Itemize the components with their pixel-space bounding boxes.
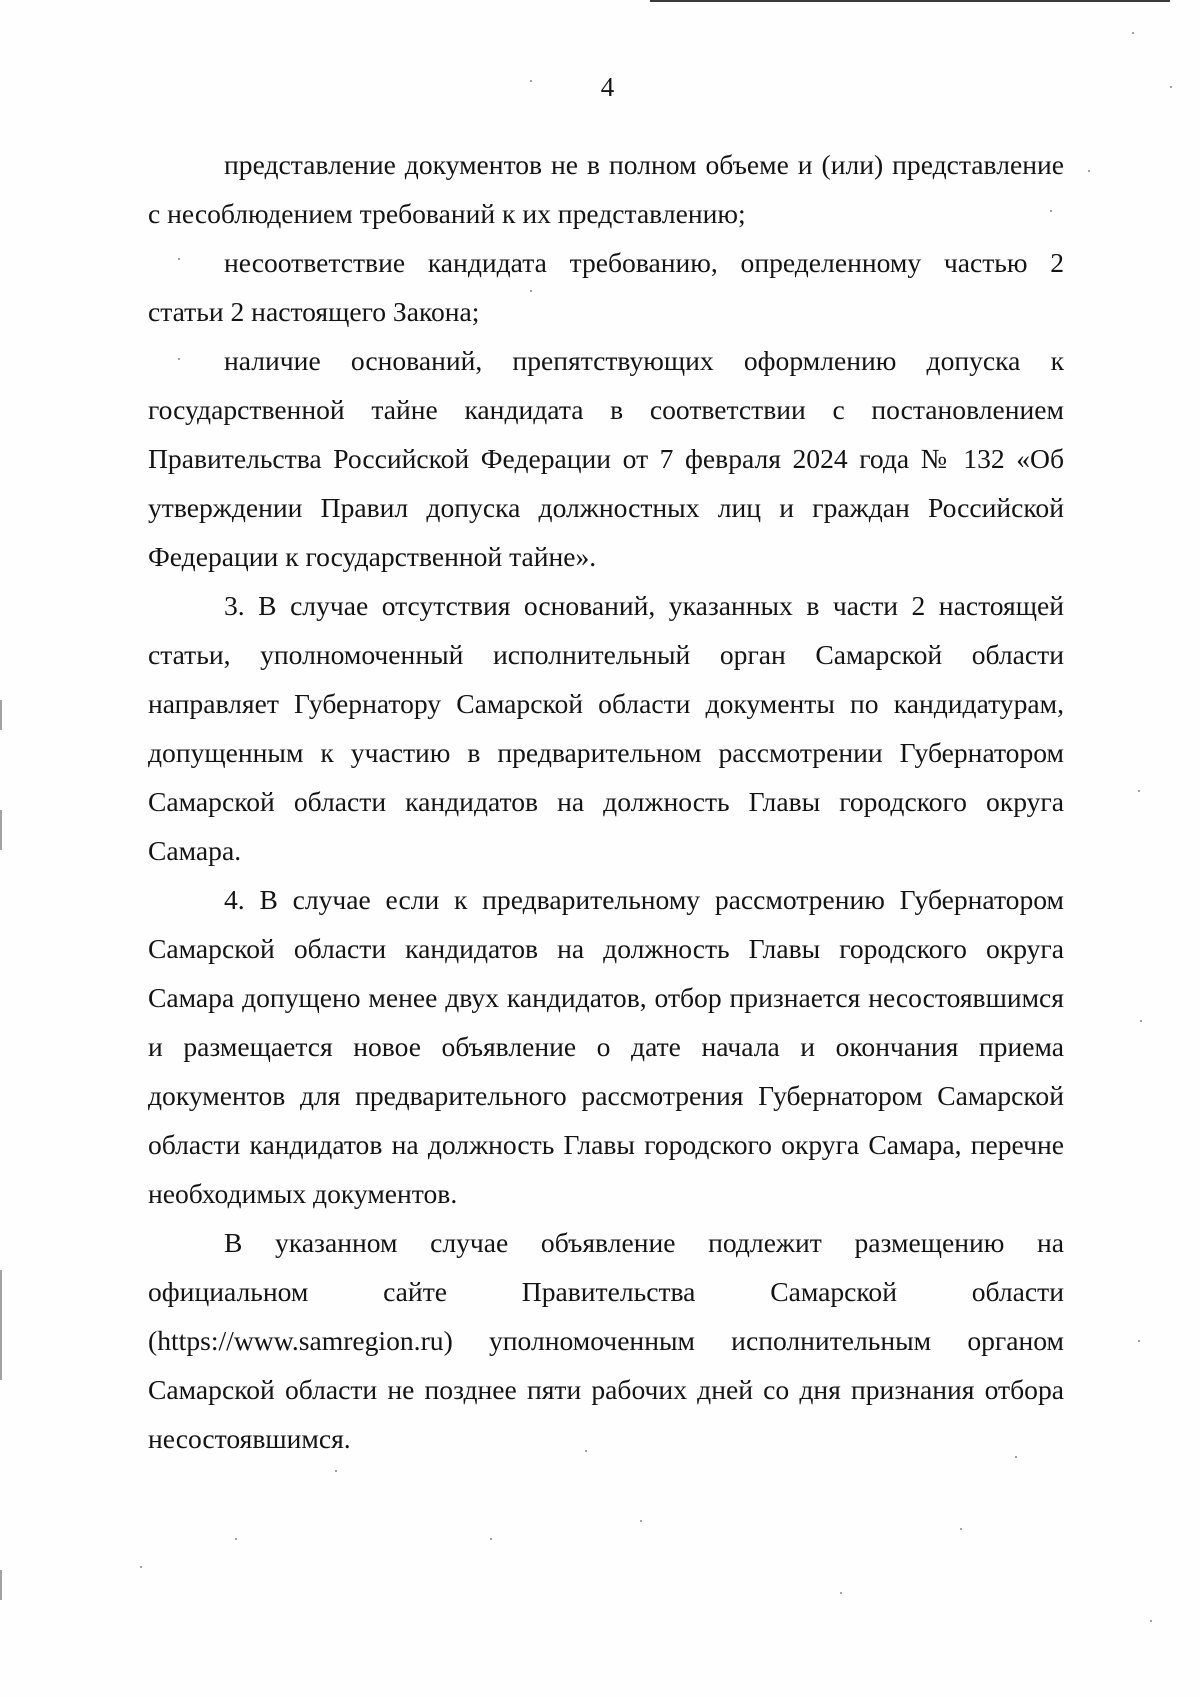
top-rule	[650, 0, 1170, 2]
document-body	[148, 140, 1064, 1463]
scan-speck	[1050, 210, 1052, 212]
scan-edge-mark	[0, 700, 2, 730]
paragraph-state-secret-grounds: наличие оснований, препятствующих оформлению допуска к государственной тайне кандидата в соответствии с постановлением Правительства Российской Федерации от 7 февраля 2024 года № 132 «Об утверждении Правил допуска должностных лиц и граждан Российской Федерации к государственной тайне».	[148, 345, 1064, 572]
scan-speck	[140, 1566, 142, 1568]
scan-speck	[1015, 1456, 1017, 1458]
scan-speck	[530, 290, 532, 292]
page-number: 4	[600, 72, 615, 102]
scan-speck	[1088, 170, 1090, 172]
scan-edge-mark	[0, 1270, 2, 1380]
scan-speck	[235, 1538, 237, 1540]
scan-speck	[1170, 86, 1172, 88]
scan-speck	[960, 1528, 962, 1530]
paragraph-point-4: 4. В случае если к предварительному рассмотрению Губернатором Самарской области кандидатов на должность Главы городского округа Самара допущено менее двух кандидатов, отбор признается несостоявшимся и размещается новое объявление о дате начала и окончания приема документов для предварительного рассмотрения Губернатором Самарской области кандидатов на должность Главы городского округа Самара, перечне необходимых документов.	[148, 884, 1064, 1209]
scan-speck	[1150, 1620, 1152, 1622]
scan-speck	[178, 358, 180, 360]
scan-speck	[585, 1450, 587, 1452]
scan-speck	[1140, 1020, 1142, 1022]
paragraph-announcement: В указанном случае объявление подлежит размещению на официальном сайте Правительства Самарской области (https://www.samregion.ru) уполномоченным исполнительным органом Самарской области не позднее пяти рабочих дней со дня признания отбора несостоявшимся.	[148, 1227, 1064, 1454]
scan-speck	[1132, 32, 1134, 34]
scan-speck	[840, 1592, 842, 1594]
scan-speck	[178, 258, 180, 260]
paragraph-candidate-noncompliance: несоответствие кандидата требованию, определенному частью 2 статьи 2 настоящего Закона;	[148, 247, 1064, 327]
scan-speck	[490, 1538, 492, 1540]
paragraph-point-3: 3. В случае отсутствия оснований, указанных в части 2 настоящей статьи, уполномоченный исполнительный орган Самарской области направляет Губернатору Самарской области документы по кандидатурам, допущенным к участию в предварительном рассмотрении Губернатором Самарской области кандидатов на должность Главы городского округа Самара.	[148, 590, 1064, 866]
scan-edge-mark	[0, 810, 2, 850]
scan-speck	[530, 80, 532, 82]
paragraph-incomplete-documents: представление документов не в полном объеме и (или) представление с несоблюдением требований к их представлению;	[148, 149, 1064, 229]
scan-speck	[1138, 1340, 1140, 1342]
scan-speck	[1138, 790, 1140, 792]
scan-edge-mark	[0, 1570, 2, 1600]
scan-speck	[640, 1520, 642, 1522]
scan-speck	[335, 1470, 337, 1472]
